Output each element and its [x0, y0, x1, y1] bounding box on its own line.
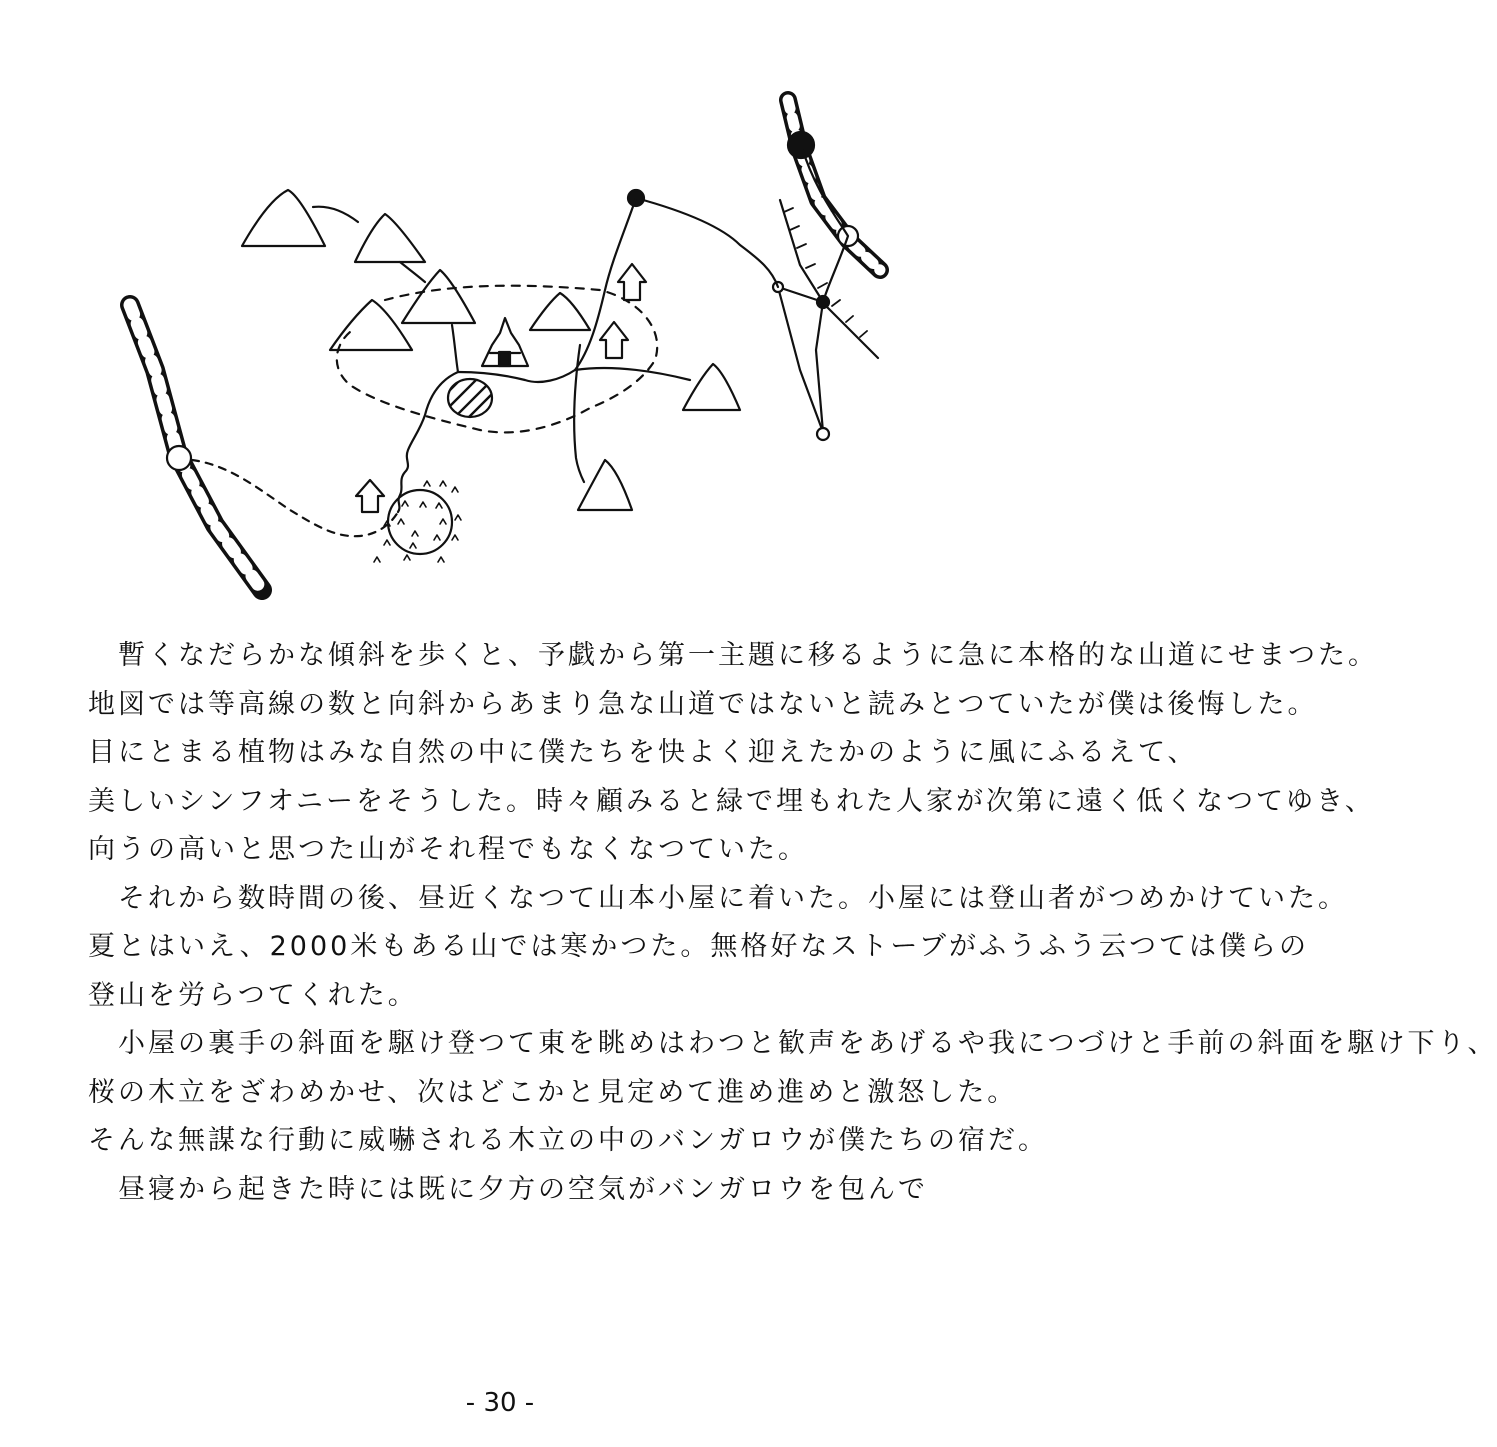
mountain-hut-icon	[482, 318, 528, 366]
mountain-icon	[330, 300, 412, 350]
text-line: 目にとまる植物はみな自然の中に僕たちを快よく迎えたかのように風にふるえて、	[88, 737, 1198, 768]
junction-dot	[817, 296, 829, 308]
up-arrow-icon	[356, 480, 384, 512]
mountain-icon	[578, 460, 632, 510]
body-text	[88, 632, 1497, 1214]
hiking-route-map	[0, 0, 1000, 620]
mountain-icon	[355, 214, 425, 262]
up-arrow-icon	[618, 264, 646, 300]
text-line: それから数時間の後、昼近くなつて山本小屋に着いた。小屋には登山者がつめかけていた。	[118, 882, 1348, 914]
right-railway-line	[788, 100, 880, 270]
mountain-icon	[242, 190, 325, 246]
text-line: 暫くなだらかな傾斜を歩くと、予戯から第一主題に移るように急に本格的な山道にせまつた。	[118, 640, 1378, 671]
page-number: - 30 -	[465, 1388, 535, 1418]
text-line: そんな無謀な行動に威嚇される木立の中のバンガロウが僕たちの宿だ。	[88, 1125, 1048, 1156]
text-line: 登山を労らつてくれた。	[88, 979, 418, 1011]
mountain-icon	[683, 364, 740, 410]
text-line: 小屋の裏手の斜面を駆け登つて東を眺めはわつと歓声をあげるや我につづけと手前の斜面を駆け下り、	[118, 1028, 1497, 1059]
left-station-icon	[167, 446, 191, 470]
paragraph-3	[88, 1020, 1497, 1166]
paragraph-1	[88, 632, 1378, 875]
text-line: 向うの高いと思つた山がそれ程でもなくなつていた。	[88, 834, 808, 865]
up-arrow-icon	[600, 322, 628, 358]
text-line: 夏とはいえ、2000米もある山では寒かつた。無格好なストーブがふうふう云つては僕らの	[88, 931, 1309, 962]
paragraph-4	[88, 1166, 933, 1215]
text-line: 地図では等高線の数と向斜からあまり急な山道ではないと読みとつていたが僕は後悔した。	[88, 688, 1318, 720]
text-line: 桜の木立をざわめかせ、次はどこかと見定めて進め進めと激怒した。	[88, 1076, 1018, 1108]
left-railway-line	[130, 305, 262, 590]
lake-icon	[440, 370, 504, 430]
text-line: 昼寝から起きた時には既に夕方の空気がバンガロウを包んで	[118, 1173, 928, 1205]
village-circle	[388, 490, 452, 554]
paragraph-2	[88, 875, 1348, 1021]
mountain-icon	[530, 293, 590, 330]
end-point-icon	[817, 428, 829, 440]
mountain-icon	[402, 270, 475, 323]
text-line: 美しいシンフオニーをそうした。時々顧みると緑で埋もれた人家が次第に遠く低くなつてゆき、	[88, 785, 1375, 817]
village-houses	[374, 481, 461, 562]
